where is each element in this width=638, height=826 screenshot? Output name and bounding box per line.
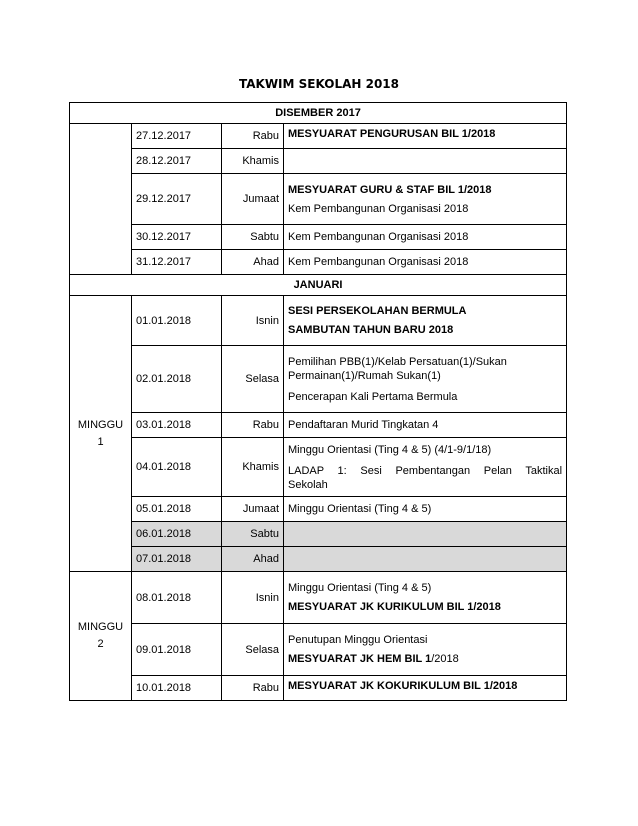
day-cell: Khamis bbox=[222, 149, 284, 174]
date-cell: 29.12.2017 bbox=[132, 174, 222, 225]
date-cell: 06.01.2018 bbox=[132, 522, 222, 547]
table-row bbox=[70, 547, 567, 572]
month-heading: DISEMBER 2017 bbox=[70, 103, 567, 124]
day-cell: Isnin bbox=[222, 296, 284, 346]
table-row bbox=[70, 346, 567, 413]
event-line bbox=[288, 653, 562, 665]
date-cell: 28.12.2017 bbox=[132, 149, 222, 174]
table-row bbox=[70, 296, 567, 346]
event-line: LADAP 1: Sesi Pembentangan Pelan Taktikal bbox=[288, 464, 563, 477]
table-row bbox=[70, 250, 567, 275]
date-cell: 08.01.2018 bbox=[132, 572, 222, 624]
event-line: SAMBUTAN TAHUN BARU 2018 bbox=[288, 324, 454, 336]
event-line-suffix: /2018 bbox=[431, 653, 459, 665]
day-cell: Ahad bbox=[222, 547, 284, 572]
event-line: MESYUARAT GURU & STAF BIL 1/2018 bbox=[288, 183, 492, 196]
calendar-table bbox=[69, 102, 567, 701]
date-cell: 02.01.2018 bbox=[132, 346, 222, 413]
date-cell: 01.01.2018 bbox=[132, 296, 222, 346]
week-label: MINGGU bbox=[77, 621, 124, 633]
date-cell: 07.01.2018 bbox=[132, 547, 222, 572]
day-cell: Rabu bbox=[222, 124, 284, 149]
date-cell: 31.12.2017 bbox=[132, 250, 222, 275]
month-heading: JANUARI bbox=[70, 275, 567, 296]
table-row bbox=[70, 497, 567, 522]
event-cell: Minggu Orientasi (Ting 4 & 5) bbox=[284, 497, 567, 522]
event-cell: Kem Pembangunan Organisasi 2018 bbox=[284, 225, 567, 250]
event-line: Minggu Orientasi (Ting 4 & 5) (4/1-9/1/18) bbox=[288, 443, 492, 456]
table-row bbox=[70, 572, 567, 624]
event-cell bbox=[284, 572, 567, 624]
event-cell bbox=[284, 522, 567, 547]
table-row bbox=[70, 124, 567, 149]
day-cell: Khamis bbox=[222, 438, 284, 497]
date-cell: 10.01.2018 bbox=[132, 676, 222, 701]
table-row bbox=[70, 624, 567, 676]
date-cell: 03.01.2018 bbox=[132, 413, 222, 438]
day-cell: Ahad bbox=[222, 250, 284, 275]
table-row bbox=[70, 174, 567, 225]
day-cell: Isnin bbox=[222, 572, 284, 624]
event-line: Sekolah bbox=[288, 478, 328, 491]
week-cell bbox=[70, 572, 132, 701]
date-cell: 05.01.2018 bbox=[132, 497, 222, 522]
event-line: SESI PERSEKOLAHAN BERMULA bbox=[288, 305, 467, 317]
date-cell: 09.01.2018 bbox=[132, 624, 222, 676]
event-line: Minggu Orientasi (Ting 4 & 5) bbox=[288, 582, 432, 594]
event-cell bbox=[284, 296, 567, 346]
event-cell: Pendaftaran Murid Tingkatan 4 bbox=[284, 413, 567, 438]
day-cell: Sabtu bbox=[222, 225, 284, 250]
week-cell bbox=[70, 296, 132, 572]
event-line-bold: MESYUARAT JK HEM BIL 1 bbox=[288, 653, 432, 665]
page-title: TAKWIM SEKOLAH 2018 bbox=[238, 77, 399, 91]
event-line: Pemilihan PBB(1)/Kelab Persatuan(1)/Sukan bbox=[288, 355, 507, 368]
event-line: Pencerapan Kali Pertama Bermula bbox=[288, 390, 458, 403]
event-cell bbox=[284, 346, 567, 413]
month-row-january bbox=[70, 275, 567, 296]
day-cell: Selasa bbox=[222, 346, 284, 413]
event-line: Permainan(1)/Rumah Sukan(1) bbox=[288, 369, 441, 382]
week-number: 1 bbox=[97, 435, 104, 448]
event-cell: MESYUARAT JK KOKURIKULUM BIL 1/2018 bbox=[284, 676, 567, 701]
table-row bbox=[70, 413, 567, 438]
day-cell: Rabu bbox=[222, 676, 284, 701]
month-row-december bbox=[70, 103, 567, 124]
event-cell bbox=[284, 624, 567, 676]
table-row bbox=[70, 522, 567, 547]
table-row bbox=[70, 149, 567, 174]
date-cell: 27.12.2017 bbox=[132, 124, 222, 149]
event-cell bbox=[284, 438, 567, 497]
day-cell: Selasa bbox=[222, 624, 284, 676]
day-cell: Jumaat bbox=[222, 497, 284, 522]
event-cell bbox=[284, 547, 567, 572]
date-cell: 30.12.2017 bbox=[132, 225, 222, 250]
week-cell bbox=[70, 124, 132, 275]
event-line: MESYUARAT JK KURIKULUM BIL 1/2018 bbox=[288, 601, 501, 613]
date-cell: 04.01.2018 bbox=[132, 438, 222, 497]
day-cell: Rabu bbox=[222, 413, 284, 438]
event-cell: MESYUARAT PENGURUSAN BIL 1/2018 bbox=[284, 124, 567, 149]
day-cell: Sabtu bbox=[222, 522, 284, 547]
table-row bbox=[70, 438, 567, 497]
table-row bbox=[70, 676, 567, 701]
day-cell: Jumaat bbox=[222, 174, 284, 225]
event-cell: Kem Pembangunan Organisasi 2018 bbox=[284, 250, 567, 275]
event-line: Kem Pembangunan Organisasi 2018 bbox=[288, 202, 469, 215]
event-cell bbox=[284, 149, 567, 174]
week-label: MINGGU bbox=[77, 418, 124, 431]
week-number: 2 bbox=[97, 638, 104, 650]
event-cell bbox=[284, 174, 567, 225]
event-line: Penutupan Minggu Orientasi bbox=[288, 634, 428, 646]
table-row bbox=[70, 225, 567, 250]
